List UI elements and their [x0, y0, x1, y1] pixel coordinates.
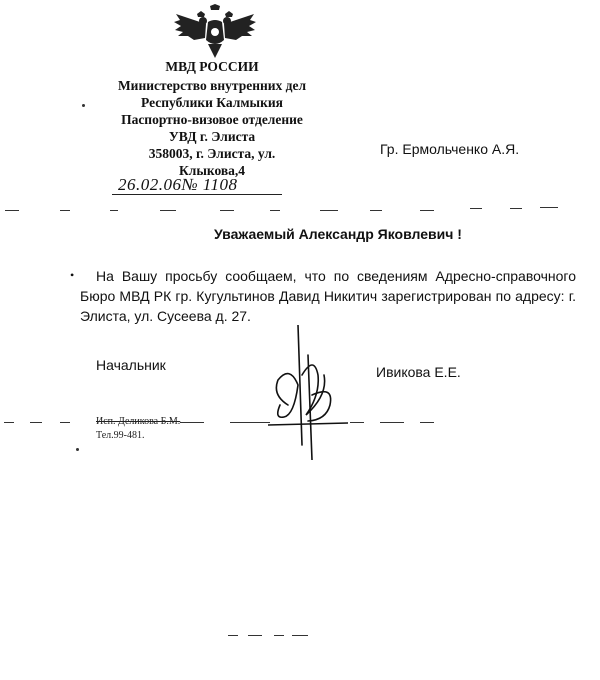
date-underline	[112, 194, 282, 195]
salutation: Уважаемый Александр Яковлевич !	[214, 226, 462, 242]
stray-mark	[82, 104, 85, 107]
executor: Исп. Деликова Б.М.	[96, 416, 181, 427]
recipient: Гр. Ермольченко А.Я.	[380, 141, 520, 157]
document-date-number: 26.02.06№ 1108	[118, 175, 238, 194]
header-address-city: 358003, г. Элиста, ул.	[148, 146, 276, 161]
header-ministry-full: Министерство внутренних дел	[117, 78, 307, 93]
dashed-separator	[0, 207, 600, 213]
header-republic: Республики Калмыкия	[141, 95, 283, 110]
header-address-street: Клыкова,4	[178, 163, 246, 178]
header-uvd: УВД г. Элиста	[168, 129, 256, 144]
letter-body: На Вашу просьбу сообщаем, что по сведениям Адресно-справочного Бюро МВД РК гр. Кугультинов Давид Никитич зарегистрирован по адресу: г. Элиста, ул. Сусеева д. 27.	[80, 268, 576, 324]
handwritten-signature	[268, 325, 348, 460]
lower-dashed-line	[0, 420, 600, 424]
double-headed-eagle-icon	[172, 4, 258, 60]
header-ministry-short: МВД РОССИИ	[165, 59, 259, 74]
signer-title: Начальник	[96, 357, 166, 373]
stray-mark	[76, 448, 79, 451]
signer-name: Ивикова Е.Е.	[376, 364, 461, 380]
header-department: Паспортно-визовое отделение	[121, 112, 303, 127]
bullet-mark: •	[70, 268, 75, 282]
executor-phone: Тел.99-481.	[96, 430, 145, 441]
bottom-dashes	[0, 633, 600, 637]
